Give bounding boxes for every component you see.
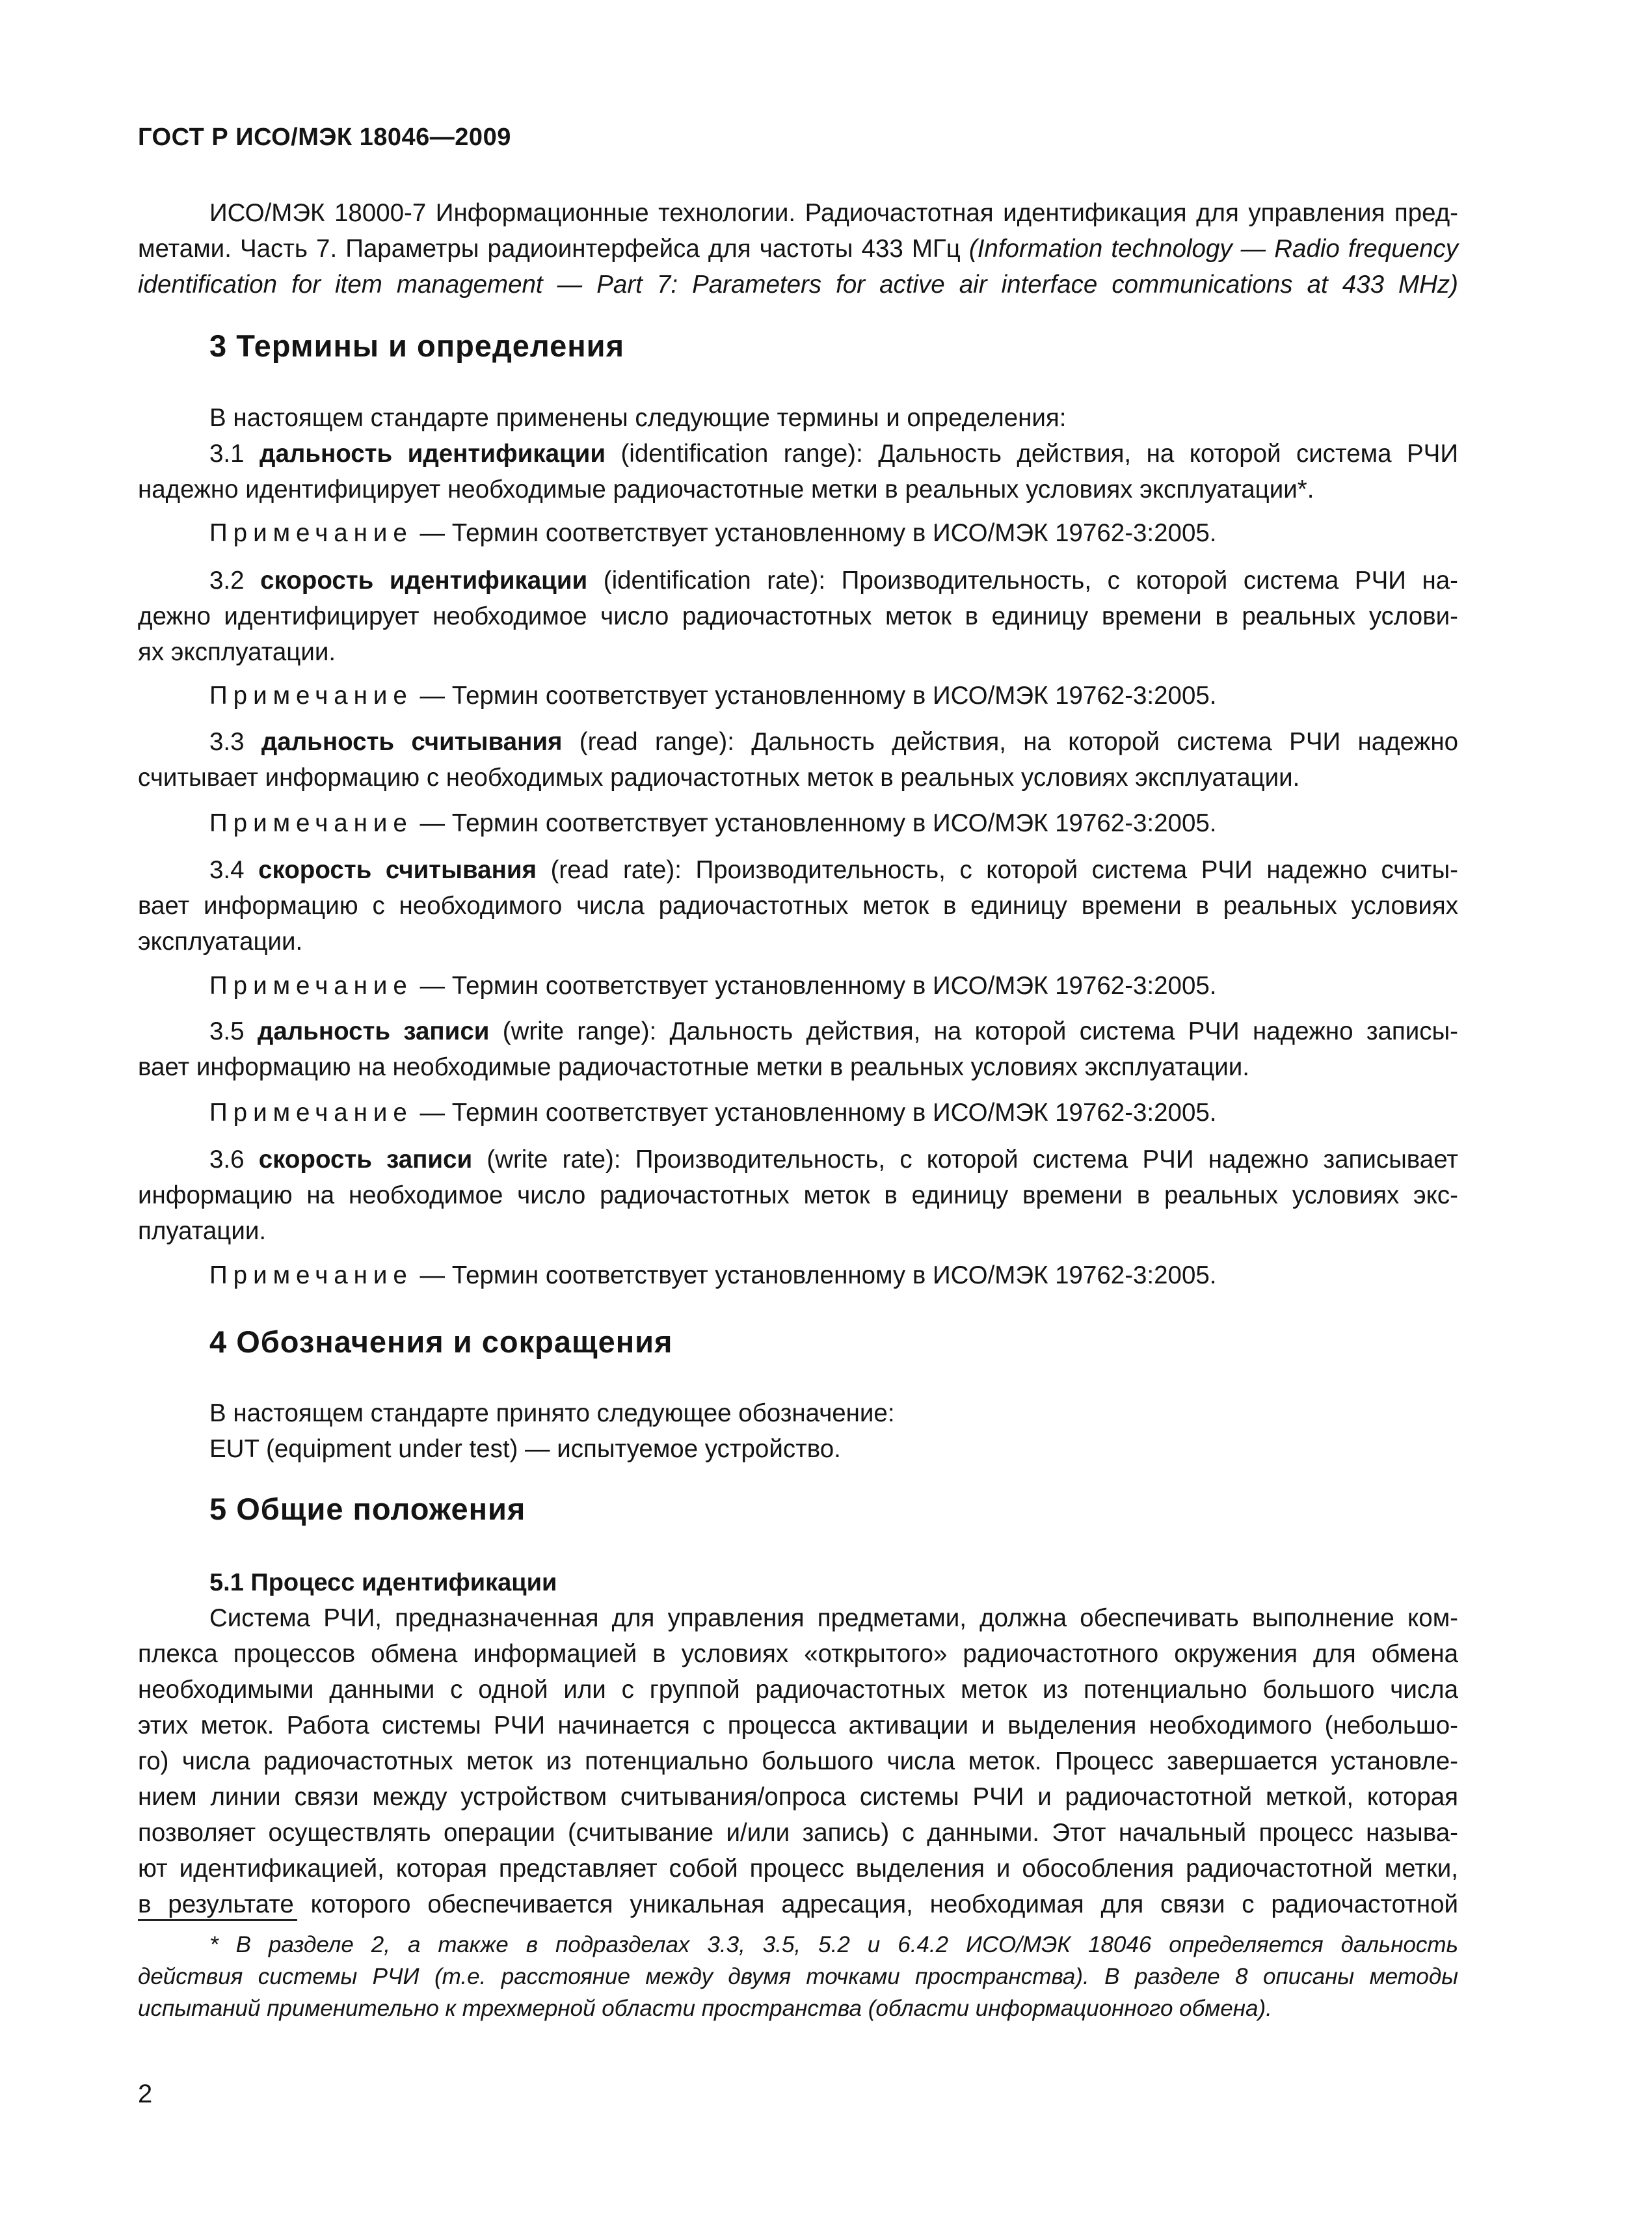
ref-line-2: метами. Часть 7. Параметры радиоинтерфейса для частоты 433 МГц (Information technology — Radio frequency	[138, 235, 1458, 263]
ref-line-3: identification for item management — Part 7: Parameters for active air interface communications at 433 MHz)	[138, 271, 1458, 299]
page-number: 2	[138, 2080, 153, 2108]
ref-line-1: ИСО/МЭК 18000-7 Информационные технологии. Радиочастотная идентификация для управления пред-	[209, 199, 1458, 227]
term-3-3: 3.3 дальность считывания (read range): Дальность действия, на которой система РЧИ надежно считывает информацию с необходимых радиочастотных меток в реальных условиях эксплуатации.	[138, 728, 1459, 792]
note-3-6: Примечание — Термин соответствует установленному в ИСО/МЭК 19762-3:2005.	[209, 1261, 1217, 1289]
note-3-1: Примечание — Термин соответствует установленному в ИСО/МЭК 19762-3:2005.	[209, 519, 1217, 547]
note-3-4: Примечание — Термин соответствует установленному в ИСО/МЭК 19762-3:2005.	[209, 972, 1217, 1000]
note-3-3: Примечание — Термин соответствует установленному в ИСО/МЭК 19762-3:2005.	[209, 809, 1217, 837]
subsection-5-1-title: 5.1 Процесс идентификации	[209, 1569, 557, 1596]
section-3-title: 3 Термины и определения	[209, 329, 624, 363]
section-5-1-body: Система РЧИ, предназначенная для управления предметами, должна обеспечивать выполнение ком- плекса процессов обмена информацией в условиях «открытого» радиочастотного окружения для обмена необходимыми данными с одной или с группой радиочастотных меток из потенциально большого числа этих меток. Работа системы РЧИ начинается с процесса активации и выделения необходимого (небольшо- го) числа радиочастотных меток из потенциально большого числа меток. Процесс завершается установле- нием линии связи между устройством считывания/опроса системы РЧИ и радиочастотной меткой, которая позволяет осуществлять операции (считывание и/или запись) с данными. Этот начальный процесс называ- ют идентификацией, которая представляет собой процесс выделения и обособления радиочастотной метки, в результате которого обеспечивается уникальная адресация, необходимая для связи с радиочастотной	[138, 1604, 1458, 1918]
section-4-body: В настоящем стандарте принято следующее обозначение: EUT (equipment under test) — испытуемое устройство.	[209, 1399, 895, 1463]
reference-entry	[138, 195, 1458, 302]
note-3-2: Примечание — Термин соответствует установленному в ИСО/МЭК 19762-3:2005.	[209, 682, 1217, 710]
footnote: * В разделе 2, а также в подразделах 3.3, 3.5, 5.2 и 6.4.2 ИСО/МЭК 18046 определяется дальность действия системы РЧИ (т.е. расстояние между двумя точками пространства). В разделе 8 описаны методы испытаний применительно к трехмерной области пространства (области информационного обмена).	[138, 1932, 1458, 2021]
term-3-1: 3.1 дальность идентификации (identification range): Дальность действия, на которой система РЧИ	[209, 440, 1459, 468]
term-3-5: 3.5 дальность записи (write range): Дальность действия, на которой система РЧИ надежно записы- вает информацию на необходимые радиочастотные метки в реальных условиях эксплуатации.	[138, 1017, 1459, 1081]
section-5-title: 5 Общие положения	[209, 1492, 526, 1526]
footnote-divider	[138, 1919, 297, 1921]
section-4-title: 4 Обозначения и сокращения	[209, 1324, 673, 1359]
term-3-2: 3.2 скорость идентификации (identification rate): Производительность, с которой система РЧИ на- дежно идентифицирует необходимое число радиочастотных меток в единицу времени в реальных услови- ях эксплуатации.	[138, 567, 1458, 666]
note-3-5: Примечание — Термин соответствует установленному в ИСО/МЭК 19762-3:2005.	[209, 1099, 1217, 1127]
standard-header: ГОСТ Р ИСО/МЭК 18046—2009	[138, 124, 511, 151]
section-3-intro: В настоящем стандарте применены следующие термины и определения: 3.1 дальность идентификации (identification range): Дальность действия, на которой система РЧИ надежно идентифицирует необходимые радиочастотные метки в реальных условиях эксплуатации*.	[138, 404, 1459, 503]
term-3-6: 3.6 скорость записи (write rate): Производительность, с которой система РЧИ надежно записывает информацию на необходимое число радиочастотных меток в единицу времени в реальных условиях экс- плуатации.	[138, 1146, 1458, 1245]
term-3-4: 3.4 скорость считывания (read rate): Производительность, с которой система РЧИ надежно считы- вает информацию с необходимого числа радиочастотных меток в единицу времени в реальных условиях эксплуатации.	[138, 856, 1458, 956]
